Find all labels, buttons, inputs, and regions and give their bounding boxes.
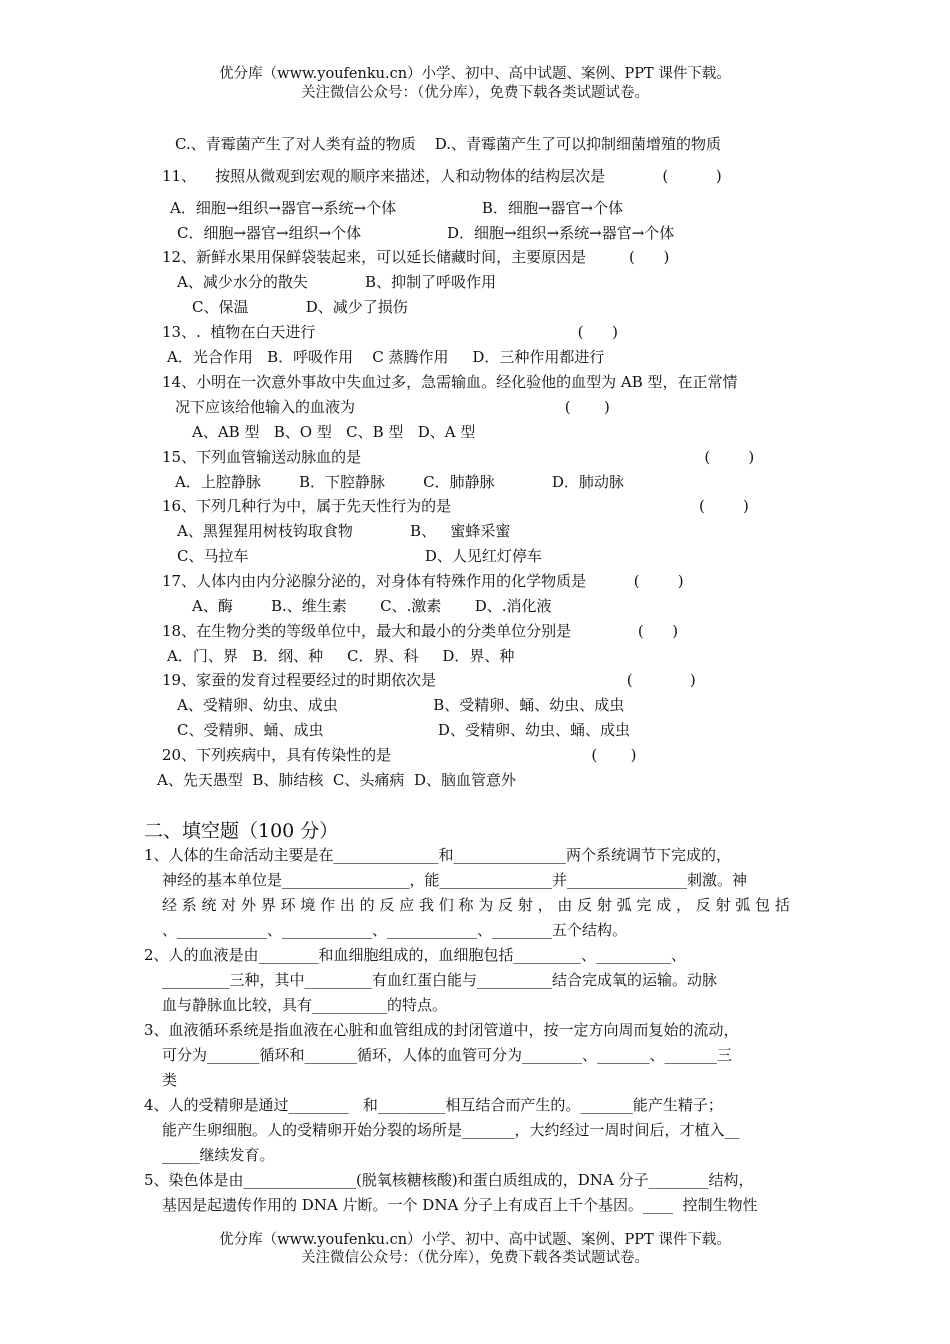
question-line: 16、下列几种行为中，属于先天性行为的是 ( ) — [162, 497, 749, 515]
fill-line: 能产生卵细胞。人的受精卵开始分裂的场所是_______，大约经过一周时间后，才植入__ — [162, 1121, 740, 1139]
fill-line: 经 系 统 对 外 界 环 境 作 出 的 反 应 我 们 称 为 反 射 ， 由 反 射 弧 完 成 ， 反 射 弧 包 括 — [162, 896, 790, 914]
question-line: 14、小明在一次意外事故中失血过多，急需输血。经化验他的血型为 AB 型，在正常情 — [162, 373, 738, 391]
fill-line: 类 — [162, 1071, 178, 1089]
option-line: C、保温 D、减少了损伤 — [192, 298, 408, 316]
option-line: A、酶 B.、维生素 C、.激素 D、.消化液 — [192, 597, 552, 615]
question-line: 15、下列血管输送动脉血的是 ( ) — [162, 448, 755, 466]
fill-line: _____继续发育。 — [162, 1146, 275, 1164]
question-line: 13、. 植物在白天进行 ( ) — [162, 323, 618, 341]
option-line: A、受精卵、幼虫、成虫 B、受精卵、蛹、幼虫、成虫 — [177, 696, 625, 714]
option-line: A、减少水分的散失 B、抑制了呼吸作用 — [177, 273, 497, 291]
question-line: 况下应该给他输入的血液为 ( ) — [175, 398, 610, 416]
footer-line-2: 关注微信公众号：（优分库），免费下载各类试题试卷。 — [301, 1250, 649, 1266]
fill-line: 神经的基本单位是_________________，能_______________并________________刺激。神 — [162, 871, 748, 889]
option-line: A．细胞→组织→器官→系统→个体 B．细胞→器官→个体 — [170, 199, 624, 217]
fill-line: 可分为_______循环和_______循环，人体的血管可分为________、_______、_______三 — [162, 1046, 733, 1064]
question-line: 12、新鲜水果用保鲜袋装起来，可以延长储藏时间，主要原因是 ( ) — [162, 248, 670, 266]
option-line: C、受精卵、蛹、成虫 D、受精卵、幼虫、蛹、成虫 — [177, 721, 630, 739]
option-line: A、黑猩猩用树枝钩取食物 B、 蜜蜂采蜜 — [177, 522, 511, 540]
fill-line: 2、人的血液是由________和血细胞组成的，血细胞包括_________、__________、 — [144, 946, 687, 964]
question-line: 18、在生物分类的等级单位中，最大和最小的分类单位分别是 ( ) — [162, 622, 679, 640]
header-line-1: 优分库（www.youfenku.cn）小学、初中、高中试题、案例、PPT 课件下载。 — [219, 66, 731, 82]
question-line: 17、人体内由内分泌腺分泌的，对身体有特殊作用的化学物质是 ( ) — [162, 572, 684, 590]
option-line: A、先天愚型 B、肺结核 C、头痛病 D、脑血管意外 — [157, 771, 516, 789]
option-line: A．门、界 B．纲、种 C．界、科 D．界、种 — [167, 647, 515, 665]
option-line: A．光合作用 B．呼吸作用 C 蒸腾作用 D．三种作用都进行 — [167, 348, 605, 366]
fill-line: 4、人的受精卵是通过________ 和_________相互结合而产生的。_______能产生精子； — [144, 1096, 723, 1114]
option-line: A、AB 型 B、O 型 C、B 型 D、A 型 — [192, 423, 476, 441]
question-line: 20、下列疾病中，具有传染性的是 ( ) — [162, 746, 637, 764]
fill-line: 、____________、____________、____________、________五个结构。 — [162, 921, 628, 939]
question-line: 11、 按照从微观到宏观的顺序来描述，人和动物体的结构层次是 ( ) — [162, 167, 722, 185]
fill-line: 1、人体的生命活动主要是在______________和_______________两个系统调节下完成的， — [144, 846, 732, 864]
option-line: C．细胞→器官→组织→个体 D．细胞→组织→系统→器官→个体 — [177, 224, 675, 242]
section-title: 二、填空题（100 分） — [144, 820, 339, 842]
question-line: C.、青霉菌产生了对人类有益的物质 D.、青霉菌产生了可以抑制细菌增殖的物质 — [175, 135, 722, 153]
header-line-2: 关注微信公众号：（优分库），免费下载各类试题试卷。 — [301, 85, 649, 101]
fill-line: _________三种，其中_________有血红蛋白能与__________结合完成氧的运输。动脉 — [162, 971, 718, 989]
question-line: 19、家蚕的发育过程要经过的时期依次是 ( ) — [162, 671, 696, 689]
fill-line: 3、血液循环系统是指血液在心脏和血管组成的封闭管道中，按一定方向周而复始的流动， — [144, 1021, 739, 1039]
fill-line: 5、染色体是由_______________(脱氧核糖核酸)和蛋白质组成的，DNA 分子________结构， — [144, 1171, 754, 1189]
fill-line: 血与静脉血比较，具有__________的特点。 — [162, 996, 448, 1014]
option-line: C、马拉车 D、人见红灯停车 — [177, 547, 542, 565]
footer-line-1: 优分库（www.youfenku.cn）小学、初中、高中试题、案例、PPT 课件下载。 — [219, 1232, 731, 1248]
option-line: A．上腔静脉 B．下腔静脉 C．肺静脉 D．肺动脉 — [175, 473, 624, 491]
fill-line: 基因是起遗传作用的 DNA 片断。一个 DNA 分子上有成百上千个基因。____ 控制生物性 — [162, 1196, 758, 1214]
